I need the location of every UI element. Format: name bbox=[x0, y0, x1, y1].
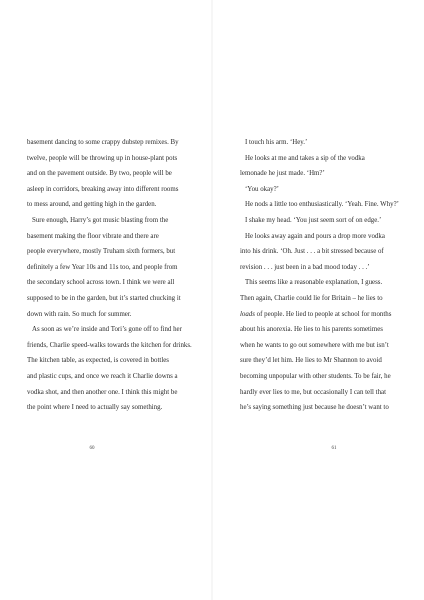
text-line: he’s saying something just because he doesn’t want to bbox=[240, 404, 389, 412]
text-line: when he wants to go out somewhere with me but isn’t bbox=[240, 341, 389, 349]
text-line: becoming unpopular with other students. To be fair, he bbox=[240, 372, 391, 380]
text-line: basement dancing to some crappy dubstep remixes. By bbox=[27, 139, 179, 146]
text-line: vodka shot, and then another one. I think this might be bbox=[27, 388, 178, 396]
text-line: about his anorexia. He lies to his parents sometimes bbox=[240, 326, 383, 334]
text-line: This seems like a reasonable explanation, I guess. bbox=[245, 279, 383, 287]
text-line: He looks at me and takes a sip of the vodka bbox=[245, 154, 365, 162]
text-line: asleep in corridors, breaking away into different rooms bbox=[27, 185, 179, 193]
paragraph bbox=[27, 135, 199, 213]
text-line: into his drink. ‘Oh. Just . . . a bit stressed because of bbox=[240, 248, 384, 256]
right-page bbox=[212, 0, 424, 600]
text-line: lemonade he just made. ‘Hm?’ bbox=[240, 170, 325, 178]
text-line: twelve, people will be throwing up in house-plant pots bbox=[27, 154, 178, 162]
text-line: He looks away again and pours a drop more vodka bbox=[245, 232, 385, 240]
paragraph bbox=[240, 197, 412, 213]
text-line: As soon as we’re inside and Tori’s gone off to find her bbox=[32, 326, 182, 334]
text-line: basement making the floor vibrate and there are bbox=[27, 232, 159, 240]
text-line: hardly ever lies to me, but occasionally I can tell that bbox=[240, 388, 386, 396]
text-line: friends, Charlie speed-walks towards the kitchen for drinks. bbox=[27, 341, 192, 349]
text-line: and on the pavement outside. By two, people will be bbox=[27, 170, 172, 178]
text-line: loads of people. He lied to people at school for months bbox=[240, 310, 392, 318]
text-line: revision . . . just been in a bad mood today . . .’ bbox=[240, 263, 370, 271]
right-page-text bbox=[240, 135, 412, 416]
text-line: Sure enough, Harry’s got music blasting from the bbox=[32, 216, 169, 224]
paragraph bbox=[240, 275, 412, 415]
paragraph bbox=[240, 135, 412, 151]
text-line: I touch his arm. ‘Hey.’ bbox=[245, 139, 308, 146]
paragraph bbox=[27, 322, 199, 416]
text-line: to mess around, and getting high in the garden. bbox=[27, 201, 157, 209]
text-line: The kitchen table, as expected, is covered in bottles bbox=[27, 357, 169, 365]
text-line: the secondary school across town. I think we were all bbox=[27, 279, 175, 287]
paragraph bbox=[240, 213, 412, 229]
text-line: the point where I need to actually say something. bbox=[27, 404, 163, 412]
text-line: sure they’d let him. He lies to Mr Shannon to avoid bbox=[240, 357, 382, 365]
left-page-text bbox=[27, 135, 199, 416]
paragraph bbox=[240, 151, 412, 182]
paragraph bbox=[27, 213, 199, 322]
text-line: and plastic cups, and once we reach it Charlie downs a bbox=[27, 372, 178, 380]
text-line: I shake my head. ‘You just seem sort of on edge.’ bbox=[245, 216, 382, 224]
text-line: Then again, Charlie could lie for Britain – he lies to bbox=[240, 294, 383, 302]
text-line: He nods a little too enthusiastically. ‘Yeah. Fine. Why?’ bbox=[245, 201, 399, 209]
right-page-number: 61 bbox=[331, 446, 337, 451]
text-line: supposed to be in the garden, but it’s started chucking it bbox=[27, 294, 181, 302]
paragraph bbox=[240, 182, 412, 198]
left-page-number: 60 bbox=[89, 446, 95, 451]
text-line: definitely a few Year 10s and 11s too, and people from bbox=[27, 263, 178, 271]
paragraph bbox=[240, 229, 412, 276]
text-line: people everywhere, mostly Truham sixth formers, but bbox=[27, 248, 176, 256]
text-line: ‘You okay?’ bbox=[245, 185, 279, 193]
text-line: down with rain. So much for summer. bbox=[27, 310, 132, 318]
